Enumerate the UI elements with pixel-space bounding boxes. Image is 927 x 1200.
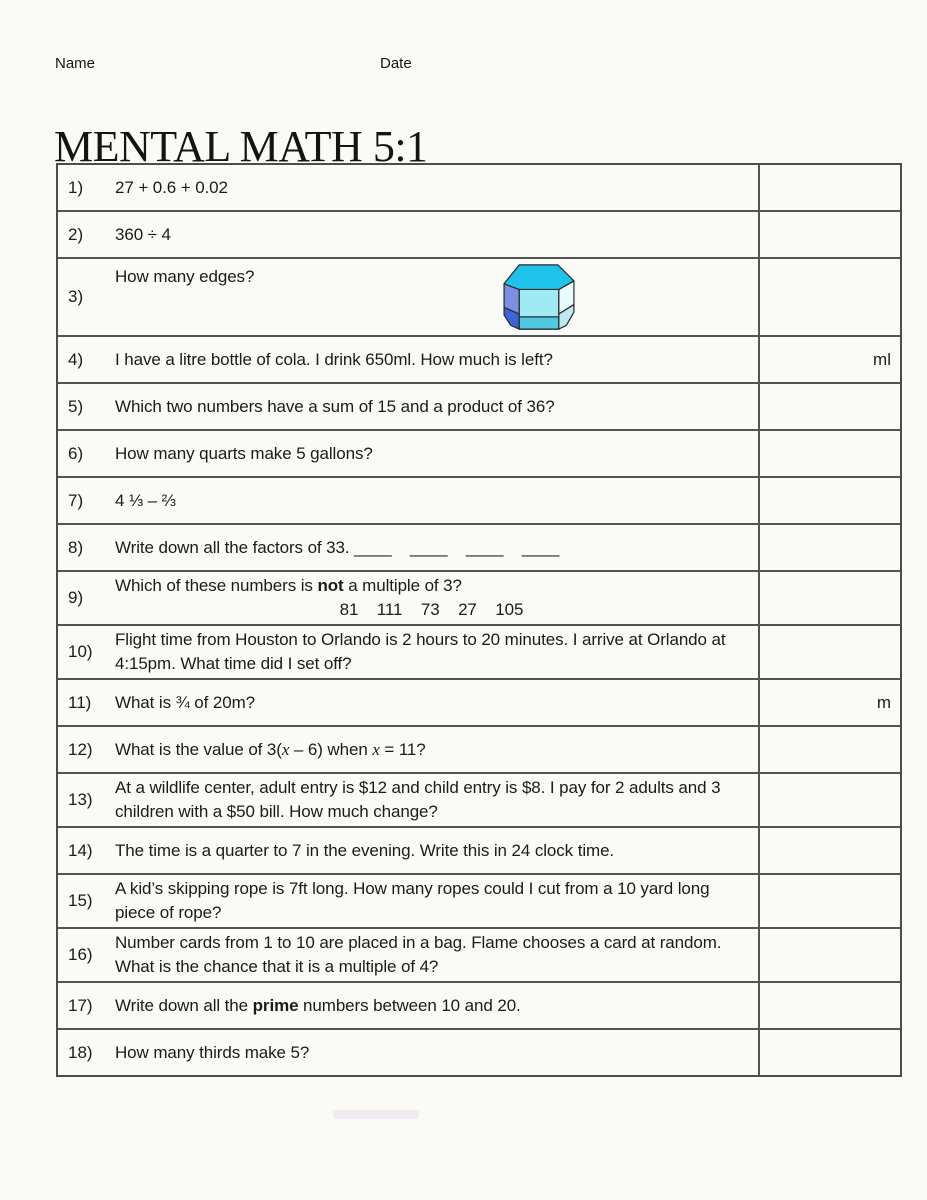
question-number: 18) [68, 1042, 93, 1062]
text-segment: The time is a quarter to 7 in the evening. Write this in 24 clock time. [115, 840, 615, 860]
answer-cell [758, 774, 900, 826]
question-cell [58, 1030, 758, 1075]
text-segment: 360 ÷ 4 [115, 224, 171, 244]
text-segment: How many quarts make 5 gallons? [115, 443, 373, 463]
italic-variable: x [281, 739, 290, 759]
question-number: 9) [68, 588, 84, 607]
question-cell [58, 478, 758, 523]
answer-cell [758, 384, 900, 429]
question-number: 4) [68, 349, 84, 369]
question-text [115, 259, 758, 291]
question-row [58, 429, 900, 476]
question-row [58, 210, 900, 257]
question-number: 10) [68, 642, 93, 661]
watermark [333, 1110, 419, 1119]
text-segment: What is ¾ of 20m? [115, 692, 256, 712]
question-cell [58, 727, 758, 772]
question-cell [58, 875, 758, 927]
question-text [115, 689, 758, 717]
question-number: 7) [68, 490, 84, 510]
answer-cell [758, 626, 900, 678]
answer-unit-label: ml [873, 349, 891, 369]
answer-cell [758, 572, 900, 624]
question-row [58, 772, 900, 826]
question-row [58, 927, 900, 981]
question-text [115, 221, 758, 249]
question-number: 1) [68, 177, 84, 197]
answer-cell [758, 929, 900, 981]
bold-text: prime [252, 995, 299, 1015]
text-segment: I have a litre bottle of cola. I drink 650ml. How much is left? [115, 349, 553, 369]
question-row [58, 873, 900, 927]
text-segment: At a wildlife center, adult entry is $12 and child entry is $8. I pay for 2 adults and 3 children with a $50 bill. How much change? [115, 778, 726, 821]
text-segment: 27 + 0.6 + 0.02 [115, 177, 228, 197]
hexagonal-prism-icon [500, 263, 578, 331]
page-title: MENTAL MATH 5:1 [54, 122, 428, 172]
answer-cell [758, 828, 900, 873]
question-text [115, 572, 758, 624]
question-text [115, 992, 758, 1020]
answer-cell [758, 165, 900, 210]
question-text [115, 1039, 758, 1067]
text-segment: a multiple of 3? [343, 576, 462, 595]
answer-cell [758, 525, 900, 570]
question-cell [58, 929, 758, 981]
question-row [58, 725, 900, 772]
text-segment: Flight time from Houston to Orlando is 2 hours to 20 minutes. I arrive at Orlando at 4:15pm. What time did I set off? [115, 630, 731, 673]
question-cell [58, 828, 758, 873]
question-text [115, 440, 758, 468]
question-row [58, 476, 900, 523]
question-cell [58, 384, 758, 429]
question-cell [58, 431, 758, 476]
question-row [58, 981, 900, 1028]
text-segment: How many thirds make 5? [115, 1042, 310, 1062]
question-number: 5) [68, 396, 84, 416]
text-segment: Which two numbers have a sum of 15 and a product of 36? [115, 396, 555, 416]
bold-text: not [317, 576, 344, 595]
date-label: Date [380, 55, 412, 72]
question-number: 2) [68, 224, 84, 244]
prism-front-bottom-face [519, 317, 559, 329]
question-text [115, 393, 758, 421]
answer-cell [758, 1030, 900, 1075]
answer-unit-label: m [876, 692, 891, 712]
question-row [58, 826, 900, 873]
question-row [58, 570, 900, 624]
question-text [115, 174, 758, 202]
question-number: 16) [68, 945, 93, 964]
name-label: Name [55, 55, 96, 72]
question-number: 14) [68, 840, 93, 860]
question-text [115, 626, 758, 678]
question-row [58, 523, 900, 570]
answer-cell [758, 680, 900, 725]
question-text [115, 534, 758, 562]
text-segment: A kid’s skipping rope is 7ft long. How many ropes could I cut from a 10 yard long piece of rope? [115, 879, 715, 922]
question-number: 15) [68, 891, 93, 910]
question-row [58, 624, 900, 678]
answer-cell [758, 983, 900, 1028]
text-segment: Which of these numbers is [115, 576, 318, 595]
question-text [115, 837, 758, 865]
answer-cell [758, 875, 900, 927]
question-cell [58, 165, 758, 210]
text-segment: Number cards from 1 to 10 are placed in a bag. Flame chooses a card at random. What is the chance that it is a multiple of 4? [115, 933, 727, 976]
question-cell [58, 337, 758, 382]
question-number: 8) [68, 537, 84, 557]
answer-cell [758, 431, 900, 476]
text-segment: Write down all the [115, 995, 253, 1015]
prism-top-face [504, 265, 574, 290]
question-row [58, 382, 900, 429]
question-text [115, 736, 758, 764]
italic-variable: x [372, 739, 380, 759]
question-cell [58, 626, 758, 678]
question-cell [58, 212, 758, 257]
number-options-line: 81 111 73 27 105 [339, 600, 524, 619]
text-segment: What is the value of 3( [115, 739, 282, 759]
question-number: 6) [68, 443, 84, 463]
question-cell [58, 774, 758, 826]
text-segment: 4 ⅓ – ⅔ [115, 490, 176, 510]
answer-cell [758, 478, 900, 523]
question-cell [58, 983, 758, 1028]
question-text [115, 929, 758, 981]
question-cell [58, 259, 758, 335]
answer-cell [758, 337, 900, 382]
question-cell [58, 525, 758, 570]
question-number: 12) [68, 739, 93, 759]
text-segment: = 11? [379, 739, 426, 759]
question-row [58, 335, 900, 382]
text-segment: Write down all the factors of 33. ____ ____ ____ ____ [115, 537, 560, 557]
question-row [58, 678, 900, 725]
question-number: 17) [68, 995, 93, 1015]
answer-cell [758, 212, 900, 257]
question-row [58, 165, 900, 210]
answer-cell [758, 259, 900, 335]
question-text [115, 346, 758, 374]
question-text [115, 487, 758, 515]
question-number: 11) [68, 692, 92, 712]
question-number: 13) [68, 790, 93, 809]
question-number: 3) [68, 287, 84, 306]
question-text [115, 875, 758, 927]
question-cell [58, 572, 758, 624]
questions-table [56, 163, 902, 1077]
text-segment: – 6) when [289, 739, 373, 759]
question-cell [58, 680, 758, 725]
text-segment: How many edges? [115, 267, 255, 286]
question-text [115, 774, 758, 826]
question-row [58, 1028, 900, 1075]
answer-cell [758, 727, 900, 772]
text-segment: numbers between 10 and 20. [298, 995, 521, 1015]
question-row [58, 257, 900, 335]
